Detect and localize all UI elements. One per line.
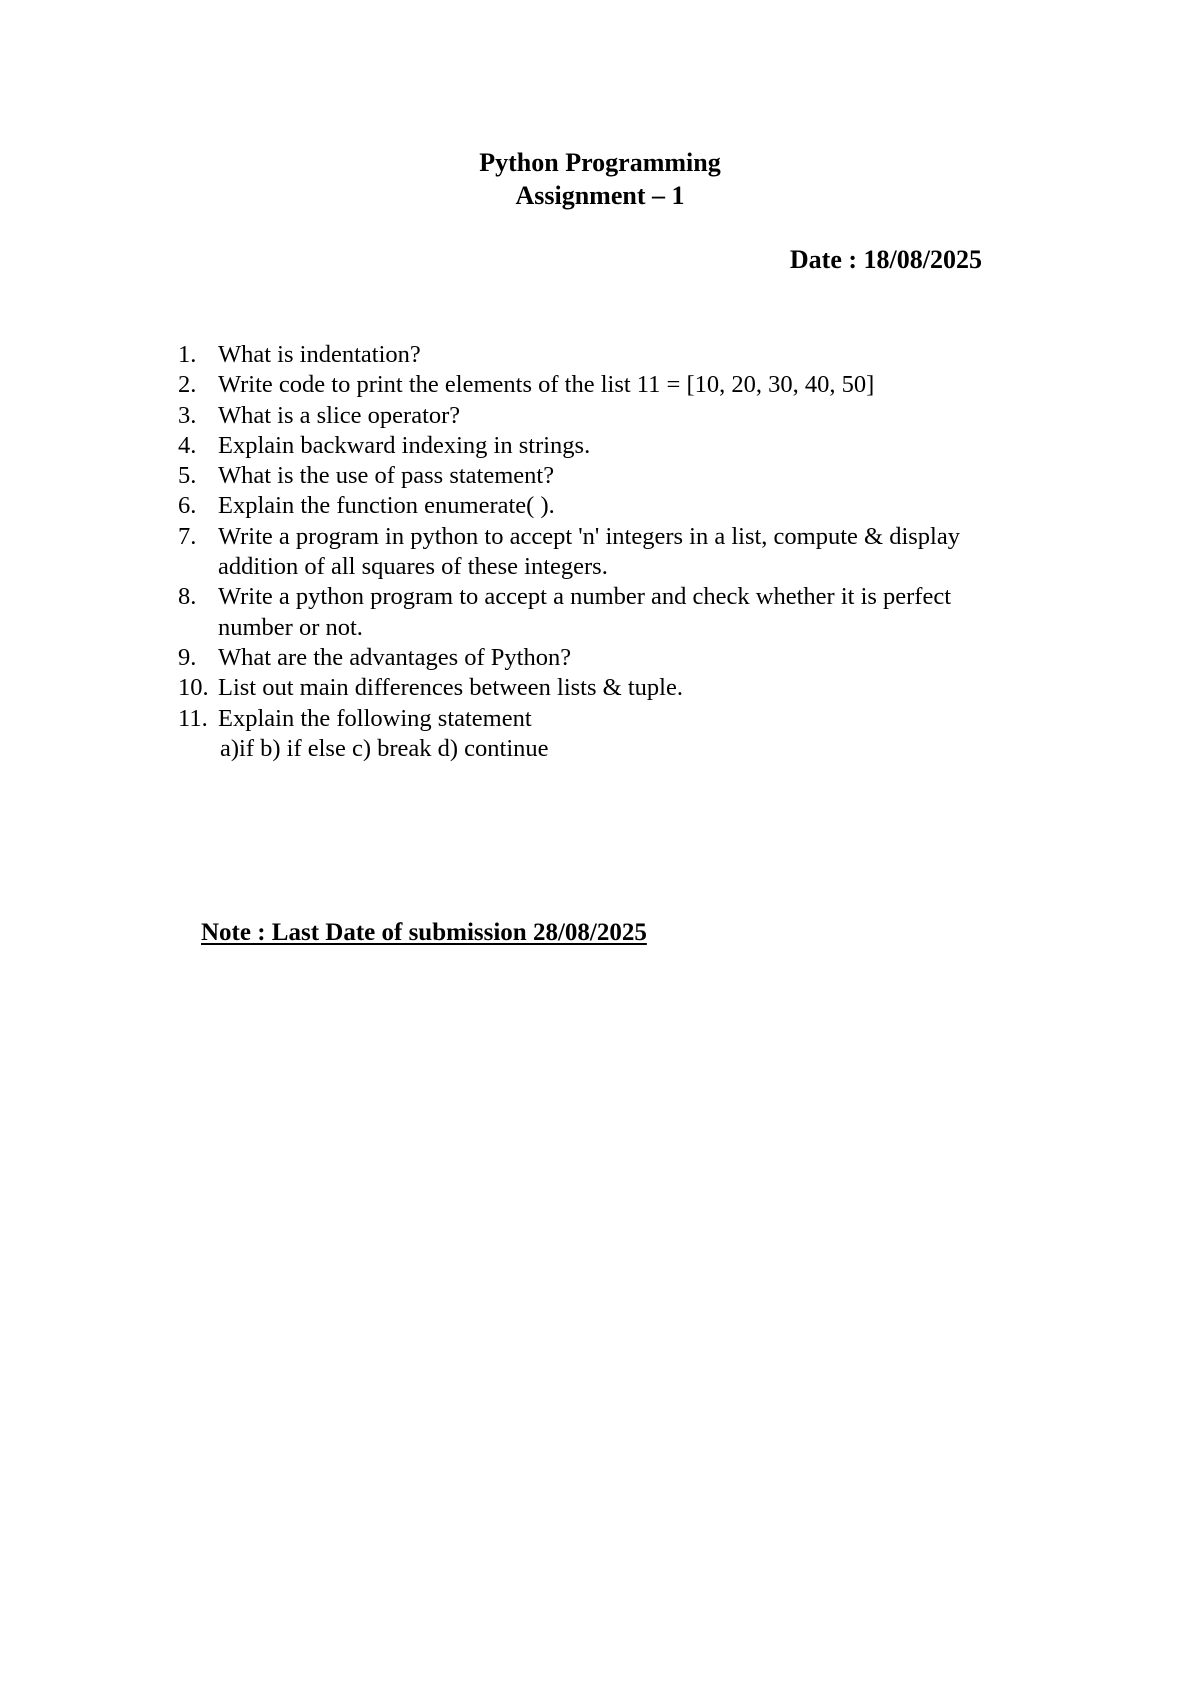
question-text: Write a program in python to accept 'n' integers in a list, compute & display addition of all squares of these integers. bbox=[218, 522, 960, 581]
question-item bbox=[178, 491, 978, 521]
date-value: 18/08/2025 bbox=[863, 245, 982, 274]
assignment-number: Assignment – 1 bbox=[515, 181, 685, 210]
question-number: 1. bbox=[178, 341, 197, 368]
question-number: 8. bbox=[178, 583, 197, 611]
question-text: What is the use of pass statement? bbox=[218, 462, 555, 490]
question-item bbox=[178, 340, 978, 370]
question-number: 4. bbox=[178, 431, 197, 459]
question-text: Write code to print the elements of the list 11 = [10, 20, 30, 40, 50] bbox=[218, 371, 875, 399]
question-number: 2. bbox=[178, 371, 197, 399]
question-text: What is a slice operator? bbox=[218, 401, 461, 429]
question-number: 6. bbox=[178, 492, 197, 520]
document-header bbox=[0, 146, 1200, 212]
document-title: Python Programming bbox=[479, 148, 721, 177]
question-text: What are the advantages of Python? bbox=[218, 643, 572, 671]
question-text: What is indentation? bbox=[218, 341, 421, 368]
date-label: Date : bbox=[789, 245, 858, 274]
assignment-date bbox=[790, 245, 982, 275]
question-item bbox=[178, 401, 978, 431]
question-text: Explain backward indexing in strings. bbox=[218, 431, 591, 459]
question-text: Explain the following statement bbox=[218, 704, 532, 732]
question-text: Write a python program to accept a number and check whether it is perfect number or not. bbox=[218, 583, 952, 641]
question-item bbox=[178, 673, 978, 703]
question-item bbox=[178, 370, 978, 400]
question-item bbox=[178, 582, 978, 643]
question-number: 9. bbox=[178, 643, 197, 671]
question-number: 11. bbox=[178, 704, 208, 732]
question-text: List out main differences between lists & tuple. bbox=[218, 674, 683, 702]
question-subparts: a)if b) if else c) break d) continue bbox=[220, 734, 549, 762]
question-number: 7. bbox=[178, 522, 197, 550]
question-text: Explain the function enumerate( ). bbox=[218, 492, 555, 520]
question-item bbox=[178, 643, 978, 673]
question-item bbox=[178, 461, 978, 491]
question-item bbox=[178, 431, 978, 461]
question-number: 5. bbox=[178, 462, 197, 490]
question-number: 10. bbox=[178, 674, 209, 702]
question-number: 3. bbox=[178, 401, 197, 429]
question-item bbox=[178, 704, 978, 765]
question-list bbox=[178, 340, 978, 764]
submission-note: Note : Last Date of submission 28/08/2025 bbox=[201, 919, 647, 946]
question-item bbox=[178, 522, 978, 583]
